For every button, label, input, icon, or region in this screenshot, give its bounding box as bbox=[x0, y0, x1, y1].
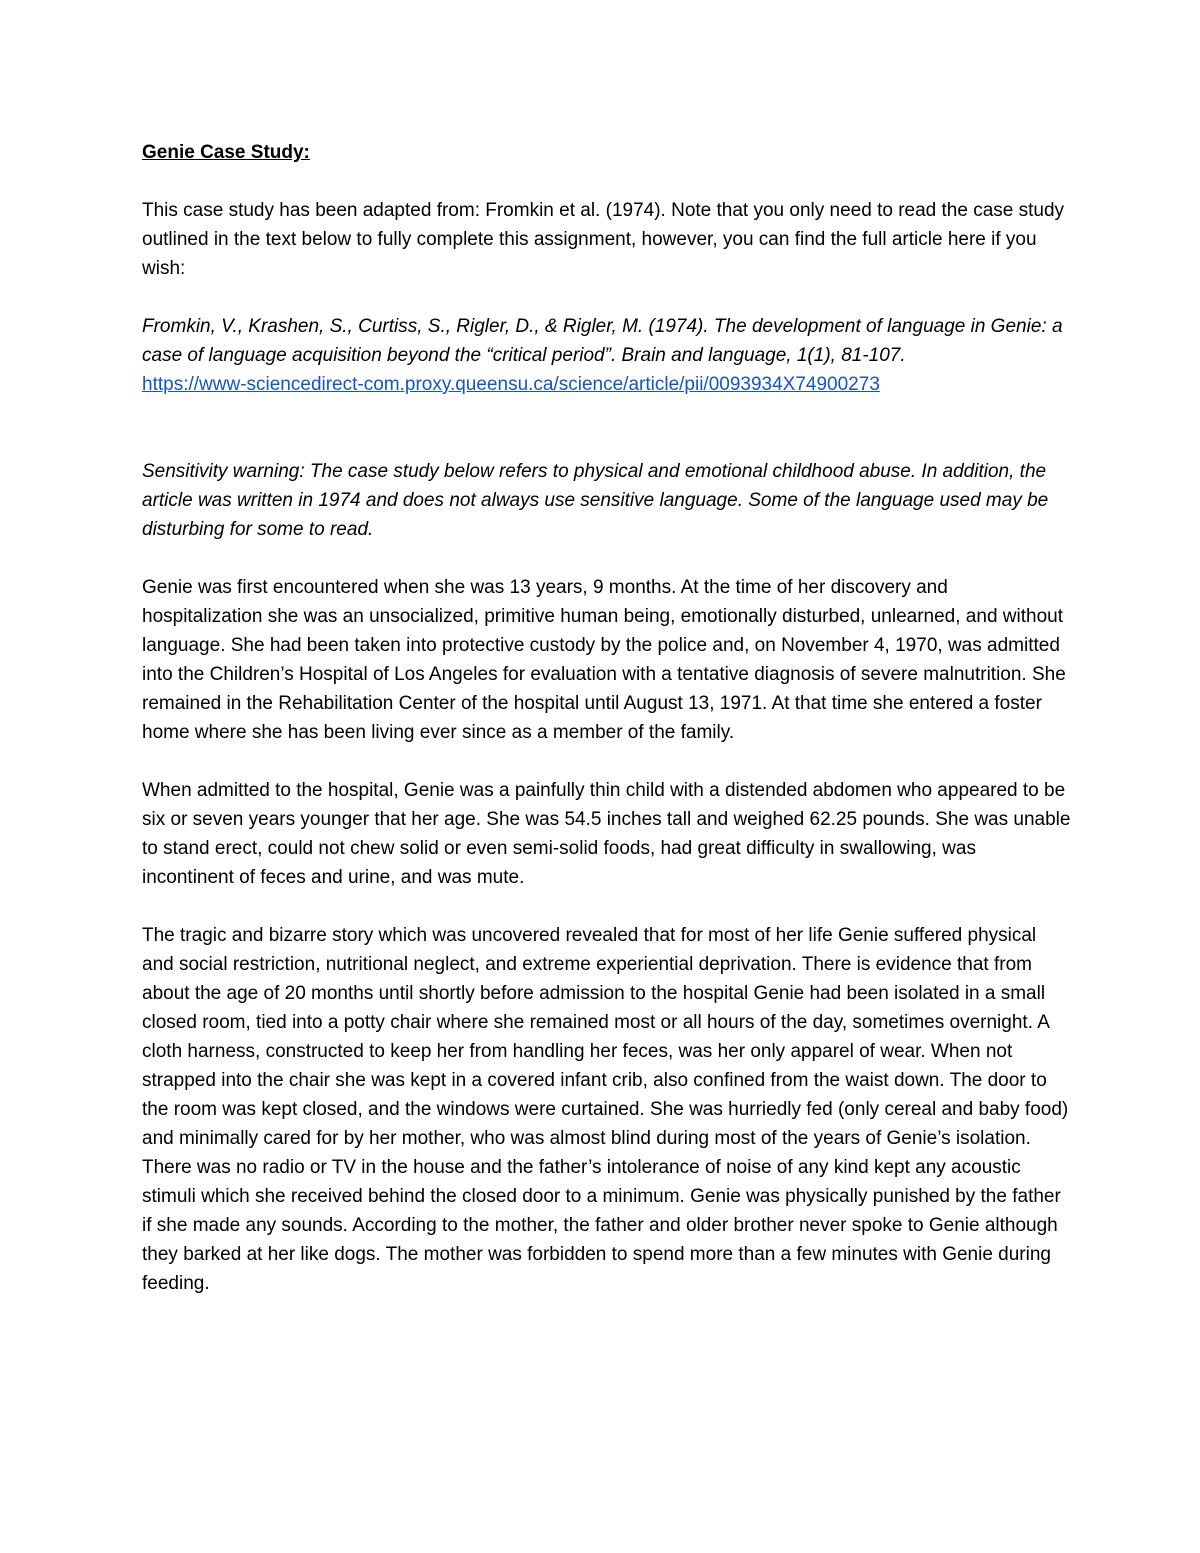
document-page bbox=[142, 138, 1072, 1327]
body-paragraph-isolation: The tragic and bizarre story which was uncovered revealed that for most of her life Genie suffered physical and social restriction, nutritional neglect, and extreme experiential deprivation. There is evidence that from about the age of 20 months until shortly before admission to the hospital Genie had been isolated in a small closed room, tied into a potty chair where she remained most or all hours of the day, sometimes overnight. A cloth harness, constructed to keep her from handling her feces, was her only apparel of wear. When not strapped into the chair she was kept in a covered infant crib, also confined from the waist down. The door to the room was kept closed, and the windows were curtained. She was hurriedly fed (only cereal and baby food) and minimally cared for by her mother, who was almost blind during most of the years of Genie’s isolation. There was no radio or TV in the house and the father’s intolerance of noise of any kind kept any acoustic stimuli which she received behind the closed door to a minimum. Genie was physically punished by the father if she made any sounds. According to the mother, the father and older brother never spoke to Genie although they barked at her like dogs. The mother was forbidden to spend more than a few minutes with Genie during feeding. bbox=[142, 925, 1069, 1294]
body-paragraph-admission: When admitted to the hospital, Genie was a painfully thin child with a distended abdomen who appeared to be six or seven years younger that her age. She was 54.5 inches tall and weighed 62.25 pounds. She was unable to stand erect, could not chew solid or even semi-solid foods, had great difficulty in swallowing, was incontinent of feces and urine, and was mute. bbox=[142, 780, 1071, 888]
sensitivity-warning: Sensitivity warning: The case study below refers to physical and emotional childhood abuse. In addition, the article was written in 1974 and does not always use sensitive language. Some of the language used may be disturbing for some to read. bbox=[142, 461, 1049, 540]
body-paragraph-discovery: Genie was first encountered when she was 13 years, 9 months. At the time of her discovery and hospitalization she was an unsocialized, primitive human being, emotionally disturbed, unlearned, and without language. She had been taken into protective custody by the police and, on November 4, 1970, was admitted into the Children’s Hospital of Los Angeles for evaluation with a tentative diagnosis of severe malnutrition. She remained in the Rehabilitation Center of the hospital until August 13, 1971. At that time she entered a foster home where she has been living ever since as a member of the family. bbox=[142, 577, 1066, 743]
reference-citation: Fromkin, V., Krashen, S., Curtiss, S., Rigler, D., & Rigler, M. (1974). The development of language in Genie: a case of language acquisition beyond the “critical period”. Brain and language, 1(1), 81-107. bbox=[142, 316, 1063, 366]
document-title: Genie Case Study: bbox=[142, 142, 310, 163]
intro-paragraph: This case study has been adapted from: Fromkin et al. (1974). Note that you only need to read the case study outlined in the text below to fully complete this assignment, however, you can find the full article here if you wish: bbox=[142, 200, 1065, 279]
article-link[interactable]: https://www-sciencedirect-com.proxy.queensu.ca/science/article/pii/0093934X74900273 bbox=[142, 374, 880, 395]
